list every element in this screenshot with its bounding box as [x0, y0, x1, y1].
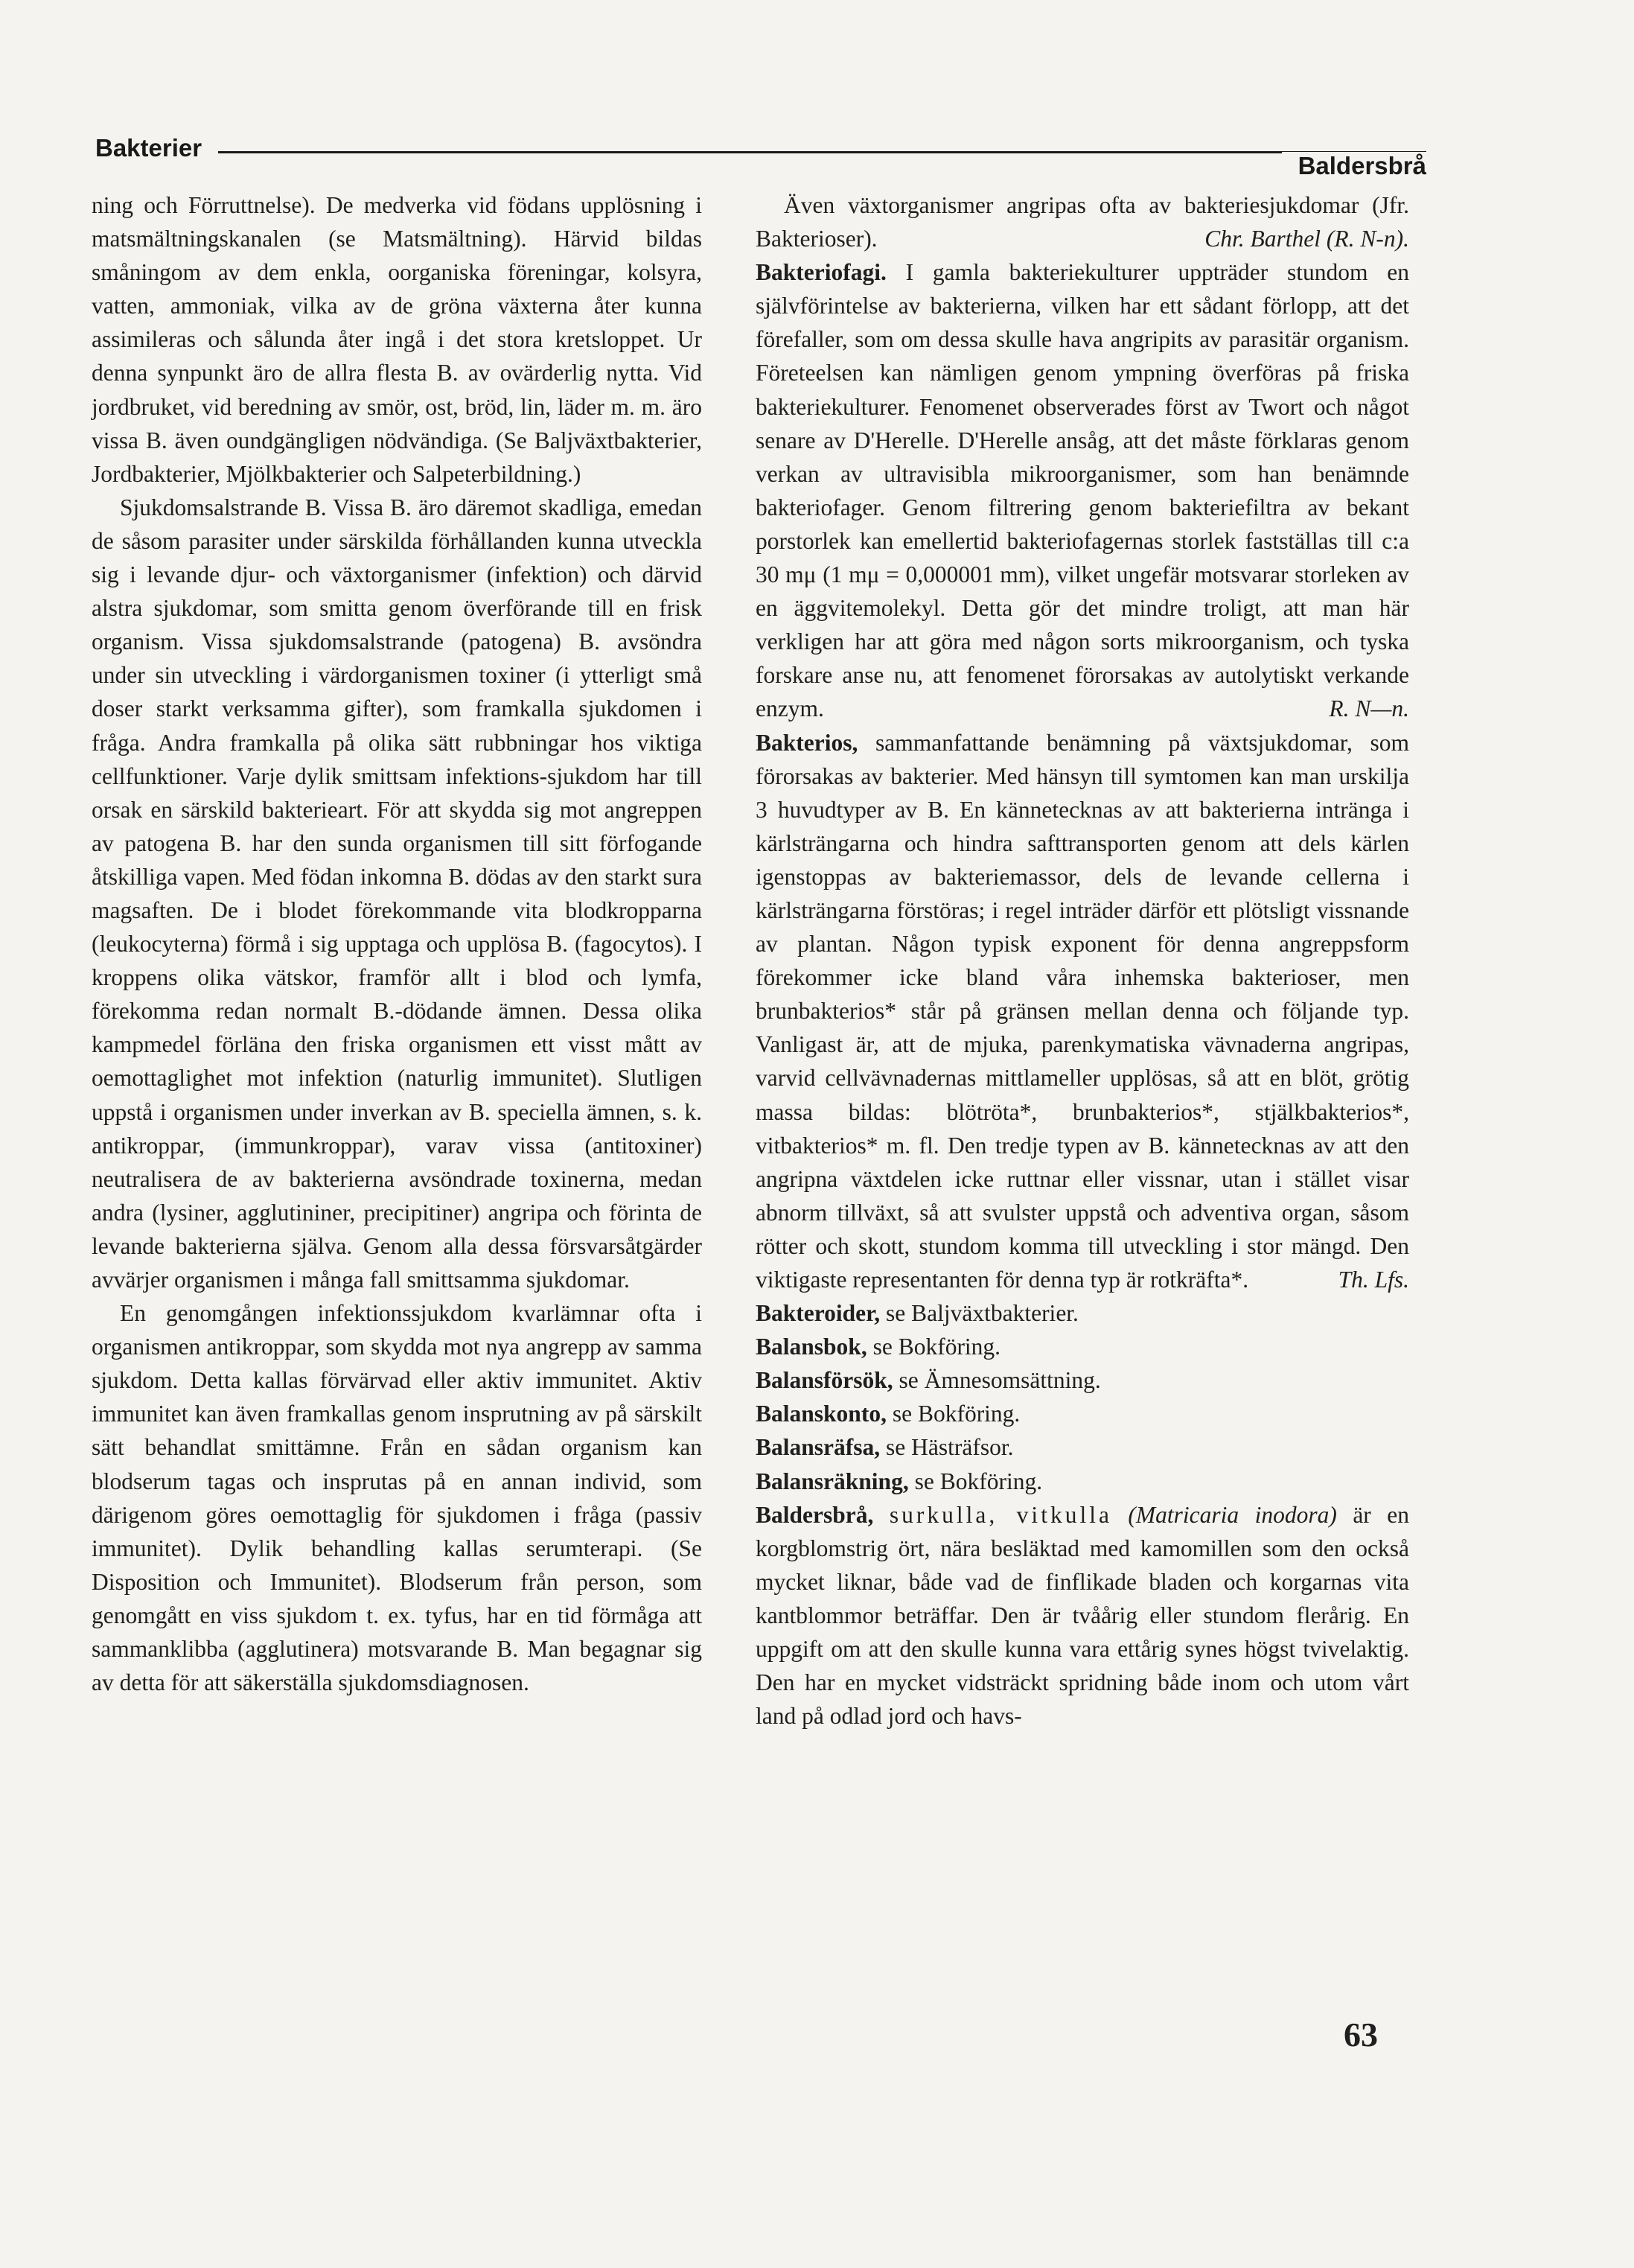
- cross-reference-entry: [756, 1465, 1409, 1498]
- right-column: [756, 188, 1409, 1733]
- paragraph: ning och Förruttnelse). De medverka vid födans upplösning i matsmältningskanalen (se Matsmältning). Härvid bildas småningom av dem enkla, oorganiska föreningar, kolsyra, vatten, ammoniak, vilka av de gröna växterna åter kunna assimileras och sålunda åter ingå i det stora kretsloppet. Ur denna synpunkt äro de allra flesta B. av ovärderlig nytta. Vid jordbruket, vid beredning av smör, ost, bröd, lin, läder m. m. äro vissa B. även oundgängligen nödvändiga. (Se Baljväxtbakterier, Jordbakterier, Mjölkbakterier och Salpeterbildning.): [92, 192, 702, 487]
- entry-text: se Bokföring.: [914, 1468, 1043, 1494]
- cross-reference-entry: [756, 1363, 1409, 1397]
- paragraph-text: Även växtorganismer angripas ofta av bakteriesjukdomar (Jfr. Bakterioser).: [756, 192, 1409, 252]
- entry-latin-name: (Matricaria inodora): [1128, 1501, 1337, 1528]
- header-right-keyword: Baldersbrå: [1282, 152, 1426, 180]
- entry-headword: Balansförsök,: [756, 1367, 893, 1394]
- entry-text: se Bokföring.: [872, 1334, 1001, 1360]
- paragraph: Sjukdomsalstrande B. Vissa B. äro däremot skadliga, emedan de såsom parasiter under särskilda förhållanden kunna utveckla sig i levande djur- och växtorganismer (infektion) och därvid alstra sjukdomar, som smitta genom överförande till en frisk organism. Vissa sjukdomsalstrande (patogena) B. avsöndra under sin utveckling i värdorganismen toxiner (i ytterligt små doser starkt verksamma gifter), som framkalla sjukdomen i fråga. Andra framkalla på olika sätt rubbningar hos viktiga cellfunktioner. Varje dylik smittsam infektions-sjukdom har till orsak en särskild bakterieart. För att skydda sig mot angreppen av patogena B. har den sunda organismen till sitt förfogande åtskilliga vapen. Med födan inkomna B. dödas av den starkt sura magsaften. De i blodet förekommande vita blodkropparna (leukocyterna) förmå i sig upptaga och upplösa B. (fagocytos). I kroppens olika vätskor, framför allt i blod och lymfa, förekomma redan normalt B.-dödande ämnen. Dessa olika kampmedel förläna den friska organismen ett visst mått av oemottaglighet mot infektion (naturlig immunitet). Slutligen uppstå i organismen under inverkan av B. speciella ämnen, s. k. antikroppar, (immunkroppar), varav vissa (antitoxiner) neutralisera de av bakterierna avsöndrade toxinerna, medan andra (lysiner, agglutininer, precipitiner) angripa och förinta de levande bakterierna själva. Genom alla dessa försvarsåtgärder avvärjer organismen i många fall smittsamma sjukdomar.: [92, 494, 702, 1293]
- entry-headword: Balanskonto,: [756, 1401, 887, 1427]
- entry-headword: Balansräkning,: [756, 1468, 909, 1494]
- entry-headword: Bakteriofagi.: [756, 259, 887, 286]
- cross-reference-entry: [756, 1330, 1409, 1363]
- cross-reference-entry: [756, 1430, 1409, 1464]
- running-head: [95, 131, 1426, 179]
- entry-text: sammanfattande benämning på växtsjukdomar, som förorsakas av bakterier. Med hänsyn till symtomen kan man urskilja 3 huvudtyper av B. En kännetecknas av att bakterierna intränga i kärlsträngarna och hindra safttransporten genom att dels kärlen igenstoppas av bakteriemassor, dels de levande cellerna i kärlsträngarna förstöras; i regel inträder därför ett plötsligt vissnande av plantan. Någon typisk exponent för denna angreppsform förekommer icke bland våra inhemska bakterioser, men brunbakterios* står på gränsen mellan denna och följande typ. Vanligast är, att de mjuka, parenkymatiska vävnaderna angripas, varvid cellvävnadernas mittlameller upplösas, så att en blöt, grötig massa bildas: blötröta*, brunbakterios*, stjälkbakterios*, vitbakterios* m. fl. Den tredje typen av B. kännetecknas av att den angripna växtdelen icke ruttnar eller vissnar, utan i stället visar abnorm tillväxt, så att svulster uppstå och adventiva organ, såsom rötter och skott, stundom komma till utveckling i stor mängd. Den viktigaste representanten för denna typ är rotkräfta*.: [756, 729, 1410, 1293]
- entry-baldersbra: [756, 1498, 1409, 1733]
- author-signature: Th. Lfs.: [1338, 1267, 1409, 1293]
- entry-text: se Ämnesomsättning.: [899, 1367, 1101, 1394]
- entry-vernacular-names: surkulla, vitkulla: [889, 1501, 1112, 1528]
- entry-bakterios: [756, 726, 1409, 1297]
- entry-headword: Bakterios,: [756, 729, 858, 756]
- left-column: [92, 188, 702, 1699]
- paragraph: En genomgången infektionssjukdom kvarlämnar ofta i organismen antikroppar, som skydda mot nya angrepp av samma sjukdom. Detta kallas förvärvad eller aktiv immunitet. Aktiv immunitet kan även framkallas genom insprutning av på särskilt sätt behandlat smittämne. Från en sådan organism kan blodserum tagas och insprutas på en annan individ, som därigenom göres oemottaglig för sjukdomen i fråga (passiv immunitet). Dylik behandling kallas serumterapi. (Se Disposition och Immunitet). Blodserum från person, som genomgått en viss sjukdom t. ex. tyfus, har en tid förmåga att sammanklibba (agglutinera) motsvarande B. Man begagnar sig av detta för att säkerställa sjukdomsdiagnosen.: [92, 1300, 702, 1696]
- header-left-keyword: Bakterier: [95, 134, 218, 162]
- author-signature: Chr. Barthel (R. N-n).: [1204, 226, 1409, 252]
- entry-headword: Balansräfsa,: [756, 1434, 881, 1461]
- cross-reference-entry: [756, 1296, 1409, 1330]
- entry-headword: Balansbok,: [756, 1334, 867, 1360]
- entry-text: se Bokföring.: [892, 1401, 1021, 1427]
- author-signature: R. N—n.: [1329, 695, 1409, 722]
- entry-text: se Baljväxtbakterier.: [886, 1300, 1079, 1327]
- cross-reference-entry: [756, 1397, 1409, 1430]
- entry-headword: Baldersbrå,: [756, 1501, 874, 1528]
- header-rule: [95, 151, 1426, 153]
- entry-bakteriofagi: [756, 255, 1409, 725]
- paragraph: [756, 188, 1409, 255]
- entry-headword: Bakteroider,: [756, 1300, 881, 1327]
- page-number: 63: [1344, 2016, 1378, 2054]
- entry-text: I gamla bakteriekulturer uppträder stundom en självförintelse av bakterierna, vilken har ett sådant förlopp, att det förefaller, som om dessa skulle hava angripits av parasitär organism. Företeelsen kan nämligen genom ympning överföras på friska bakteriekulturer. Fenomenet observerades först av Twort och något senare av D'Herelle. D'Herelle ansåg, att det måste förklaras genom verkan av ultravisibla mikroorganismer, som han benämnde bakteriofager. Genom filtrering genom bakteriefiltra av bekant porstorlek kan emellertid bakteriofagernas storlek fastställas till c:a 30 mμ (1 mμ = 0,000001 mm), vilket ungefär motsvarar storleken av en äggvitemolekyl. Detta gör det mindre troligt, att man här verkligen har att göra med någon sorts mikroorganism, och tyska forskare anse nu, att fenomenet förorsakas av autolytiskt verkande enzym.: [756, 259, 1409, 722]
- entry-text: se Hästräfsor.: [886, 1434, 1014, 1461]
- entry-text: är en korgblomstrig ört, nära besläktad med kamomillen som den också mycket liknar, både vad de finflikade bladen och korgarnas vita kantblommor beträffar. Den är tvåårig eller stundom flerårig. En uppgift om att den skulle kunna vara ettårig synes högst tvivelaktig. Den har en mycket vidsträckt spridning både inom och utom vårt land på odlad jord och havs-: [756, 1501, 1409, 1730]
